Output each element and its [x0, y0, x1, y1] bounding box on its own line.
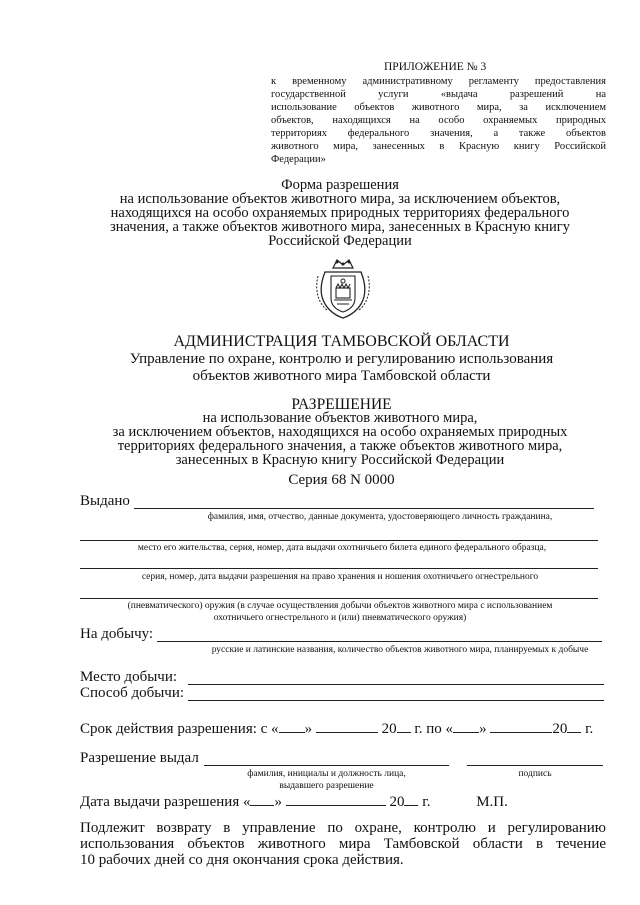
validity-row [80, 720, 593, 738]
permit-line: на использование объектов животного мира, [202, 410, 478, 426]
issue-date-year-prefix: 20 [389, 794, 405, 810]
appendix-line: животного мира, занесенных в Красную книгу Российской [271, 141, 606, 152]
appendix-line: государственной услуги «выдача разрешений на [271, 89, 606, 100]
pneumatic-caption: (пневматического) оружия (в случае осуществления добычи объектов животного мира с использованием [127, 601, 553, 611]
residence-field[interactable] [80, 540, 598, 541]
validity-to-month-field[interactable] [490, 720, 552, 733]
form-heading-line: значения, а также объектов животного мира, занесенных в Красную книгу [109, 219, 571, 235]
permit-line: занесенных в Красную книгу Российской Федерации [175, 452, 505, 468]
form-heading-line: Российской Федерации [268, 233, 412, 249]
appendix-line: использование объектов животного мира, за исключением [271, 102, 606, 113]
authority-name: АДМИНИСТРАЦИЯ ТАМБОВСКОЙ ОБЛАСТИ [173, 333, 510, 350]
place-field[interactable] [188, 684, 604, 685]
pneumatic-field[interactable] [80, 598, 598, 599]
hunt-caption: русские и латинские названия, количество объектов животного мира, планируемых к добыче [211, 645, 589, 655]
issue-date-label: Дата выдачи разрешения « [80, 794, 251, 810]
issued-to-caption: фамилия, имя, отчество, данные документа, удостоверяющего личность гражданина, [207, 512, 553, 522]
method-label: Способ добычи: [80, 685, 185, 701]
method-field[interactable] [188, 700, 604, 701]
pneumatic-caption: охотничьего огнестрельного и (или) пневматического оружия) [213, 613, 467, 623]
validity-from-day-field[interactable] [279, 720, 305, 733]
appendix-line: Федерации» [271, 154, 326, 165]
permit-series: Серия 68 N 0000 [288, 472, 395, 488]
validity-to-year-field[interactable] [567, 720, 581, 733]
permit-title: РАЗРЕШЕНИЕ [291, 396, 392, 413]
issue-date-year-field[interactable] [404, 793, 418, 806]
hunt-label: На добычу: [80, 626, 154, 642]
tambov-coat-of-arms-icon [315, 258, 371, 320]
form-title: Форма разрешения [281, 177, 399, 193]
issue-date-month-field[interactable] [286, 793, 386, 806]
issue-date-quote: » [274, 794, 282, 810]
validity-label: Срок действия разрешения: с « [80, 721, 279, 737]
permit-line: территориях федерального значения, а также объектов животного мира, [117, 438, 563, 454]
issue-date-day-field[interactable] [250, 793, 274, 806]
signature-field[interactable] [467, 765, 603, 766]
validity-from-month-field[interactable] [316, 720, 378, 733]
weapon-permit-field[interactable] [80, 568, 598, 569]
validity-year-prefix: 20 [552, 721, 568, 737]
issued-by-label: Разрешение выдал [80, 750, 199, 766]
issue-date-row [80, 793, 508, 811]
authority-dept-line: Управление по охране, контролю и регулированию использования [129, 351, 554, 367]
appendix-line: территориях федерального значения, а также объектов [271, 128, 606, 139]
issuer-field[interactable] [204, 765, 449, 766]
validity-quote: » [479, 721, 487, 737]
validity-year-prefix: 20 [381, 721, 397, 737]
issuer-caption: фамилия, инициалы и должность лица, [247, 769, 406, 779]
hunt-field[interactable] [157, 641, 602, 642]
form-heading [40, 178, 640, 248]
return-notice-line: 10 рабочих дней со дня окончания срока действия. [80, 852, 404, 868]
return-notice [80, 820, 606, 868]
appendix-line: к временному административному регламенту предоставления [271, 76, 606, 87]
appendix-title: ПРИЛОЖЕНИЕ № 3 [384, 61, 487, 73]
weapon-caption: серия, номер, дата выдачи разрешения на право хранения и ношения охотничьего огнестрельного [141, 572, 539, 582]
issued-to-label: Выдано [80, 493, 130, 509]
validity-to-label: г. по « [414, 721, 454, 737]
appendix-text [271, 75, 606, 166]
issue-date-year-suffix: г. [422, 794, 431, 810]
form-heading-line: на использование объектов животного мира, за исключением объектов, [119, 191, 561, 207]
signature-caption: подпись [518, 769, 552, 779]
form-heading-line: находящихся на особо охраняемых природных территориях федерального [110, 205, 570, 221]
return-notice-line: Подлежит возврату в управление по охране, контролю и регулированию [80, 820, 606, 836]
stamp-place: М.П. [476, 794, 508, 810]
validity-year-suffix: г. [585, 721, 594, 737]
issued-to-field[interactable] [134, 508, 594, 509]
issuer-caption: выдавшего разрешение [279, 781, 374, 791]
validity-to-day-field[interactable] [453, 720, 479, 733]
validity-quote: » [304, 721, 313, 737]
residence-caption: место его жительства, серия, номер, дата выдачи охотничьего билета единого федерального образца, [137, 543, 547, 553]
validity-from-year-field[interactable] [397, 720, 411, 733]
permit-description [40, 411, 640, 467]
return-notice-line: использования объектов животного мира Тамбовской области в течение [80, 836, 606, 852]
authority-dept-line: объектов животного мира Тамбовской области [192, 368, 491, 384]
appendix-line: объектов, находящихся на особо охраняемых природных [271, 115, 606, 126]
permit-line: за исключением объектов, находящихся на особо охраняемых природных [112, 424, 568, 440]
place-label: Место добычи: [80, 669, 178, 685]
